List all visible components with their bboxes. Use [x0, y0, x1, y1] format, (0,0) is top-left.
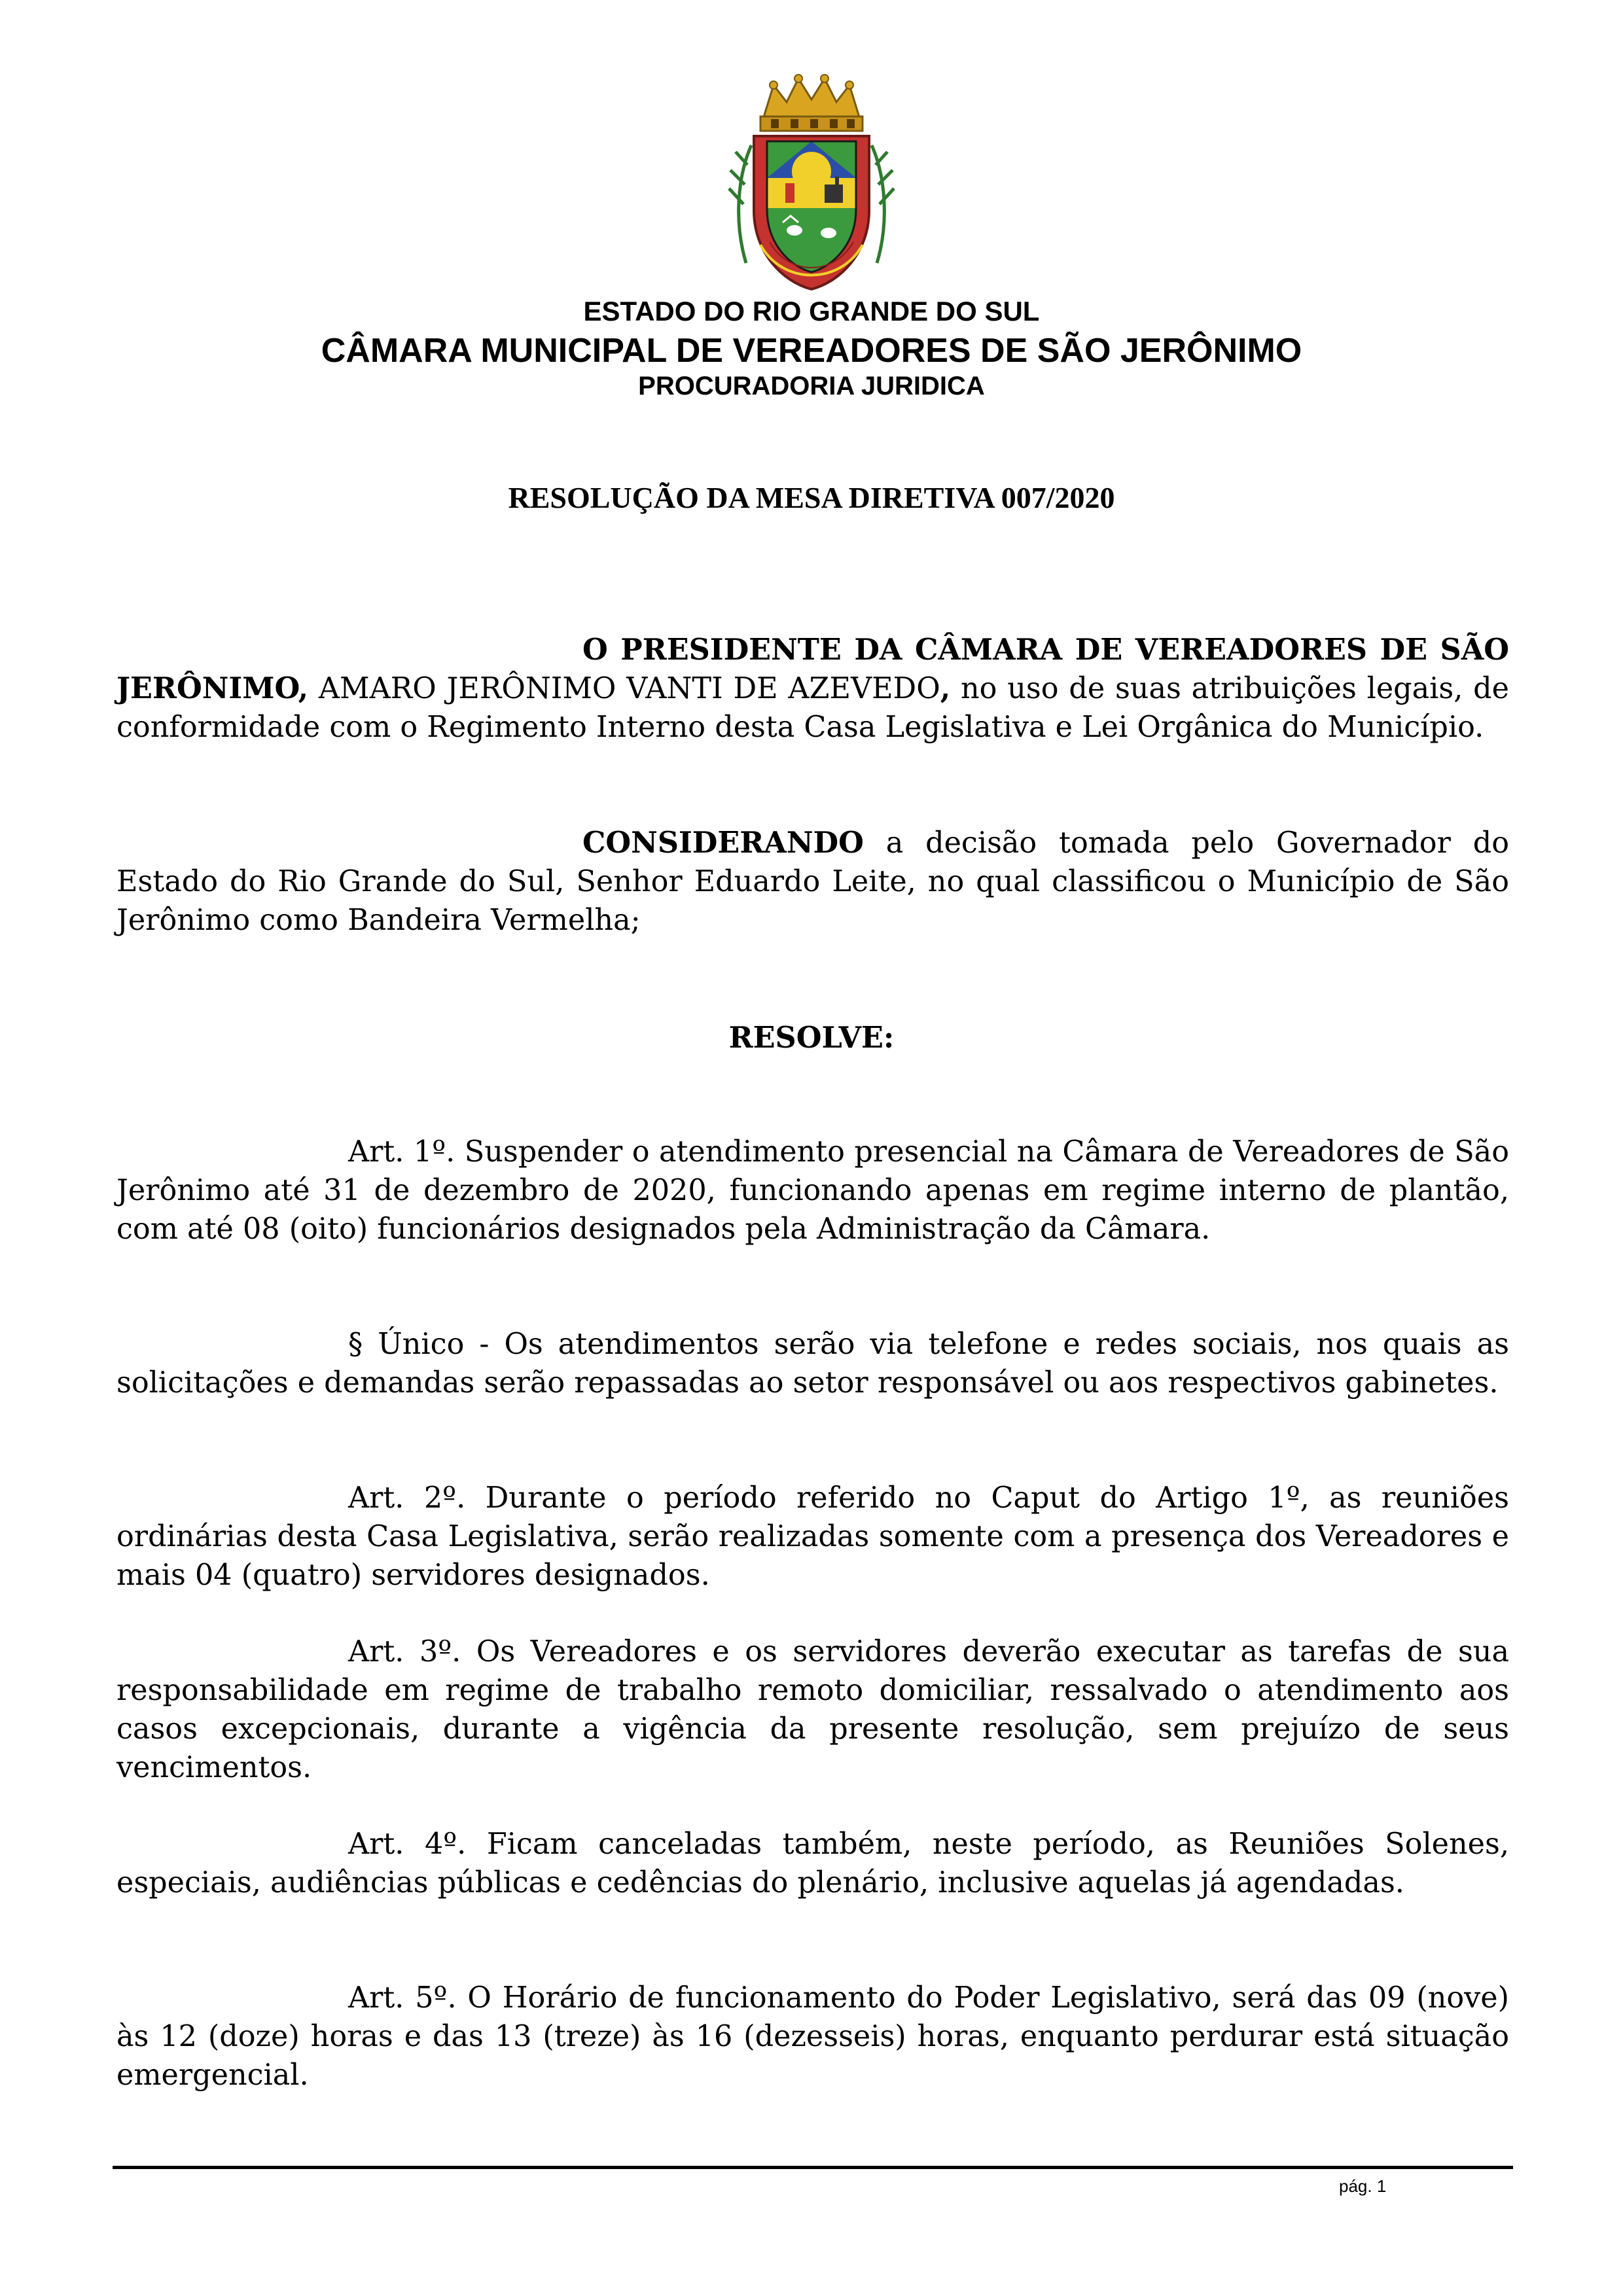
opening-rest: no uso de suas atribuições legais, de conformidade com o Regimento Interno desta Casa Legislativa e Lei Orgânica do Município.: [116, 672, 1510, 744]
paragraph-unico: § Único - Os atendimentos serão via telefone e redes sociais, nos quais as solicitações e demandas serão repassadas ao setor responsável ou aos respectivos gabinetes.: [116, 1328, 1509, 1400]
crown-icon: [760, 75, 863, 131]
article-3: Art. 3º. Os Vereadores e os servidores deverão executar as tarefas de sua responsabilidade em regime de trabalho remoto domiciliar, ressalvado o atendimento aos casos excepcionais, durante a vigência da presente resolução, sem prejuízo de seus vencimentos.: [116, 1635, 1509, 1784]
considering-paragraph: [116, 824, 1509, 940]
article-2: Art. 2º. Durante o período referido no Caput do Artigo 1º, as reuniões ordinárias desta Casa Legislativa, serão realizadas somente com a presença dos Vereadores e mais 04 (quatro) servidores designados.: [116, 1481, 1509, 1592]
page-number: pág. 1: [1339, 2176, 1387, 2196]
municipal-coat-of-arms-icon: [717, 73, 906, 296]
document-title: RESOLUÇÃO DA MESA DIRETIVA 007/2020: [508, 481, 1115, 514]
article-5: Art. 5º. O Horário de funcionamento do Poder Legislativo, será das 09 (nove) às 12 (doze) horas e das 13 (treze) às 16 (dezesseis) horas, enquanto perdurar está situação emergencial.: [116, 1981, 1509, 2092]
article-1: Art. 1º. Suspender o atendimento presencial na Câmara de Vereadores de São Jerônimo até 31 de dezembro de 2020, funcionando apenas em regime interno de plantão, com até 08 (oito) funcionários designados pela Administração da Câmara.: [116, 1135, 1509, 1246]
president-name: AMARO JERÔNIMO VANTI DE AZEVEDO: [308, 672, 940, 705]
letterhead-chamber: CÂMARA MUNICIPAL DE VEREADORES DE SÃO JERÔNIMO: [321, 332, 1302, 370]
opening-paragraph: [116, 631, 1509, 747]
considering-rest: a decisão tomada pelo Governador do Estado do Rio Grande do Sul, Senhor Eduardo Leite, no qual classificou o Município de São Jerônimo como Bandeira Vermelha;: [116, 826, 1509, 937]
article-4: Art. 4º. Ficam canceladas também, neste período, as Reuniões Solenes, especiais, audiências públicas e cedências do plenário, inclusive aquelas já agendadas.: [116, 1828, 1509, 1899]
footer-divider: [113, 2166, 1513, 2169]
resolve-heading: RESOLVE:: [728, 1021, 895, 1055]
considering-bold-lead: CONSIDERANDO: [582, 826, 864, 860]
opening-comma: ,: [940, 671, 951, 705]
letterhead-department: PROCURADORIA JURIDICA: [638, 372, 985, 400]
letterhead-state: ESTADO DO RIO GRANDE DO SUL: [583, 296, 1040, 327]
opening-bold-lead: O PRESIDENTE DA CÂMARA DE VEREADORES DE SÃO JERÔNIMO,: [116, 633, 1509, 705]
